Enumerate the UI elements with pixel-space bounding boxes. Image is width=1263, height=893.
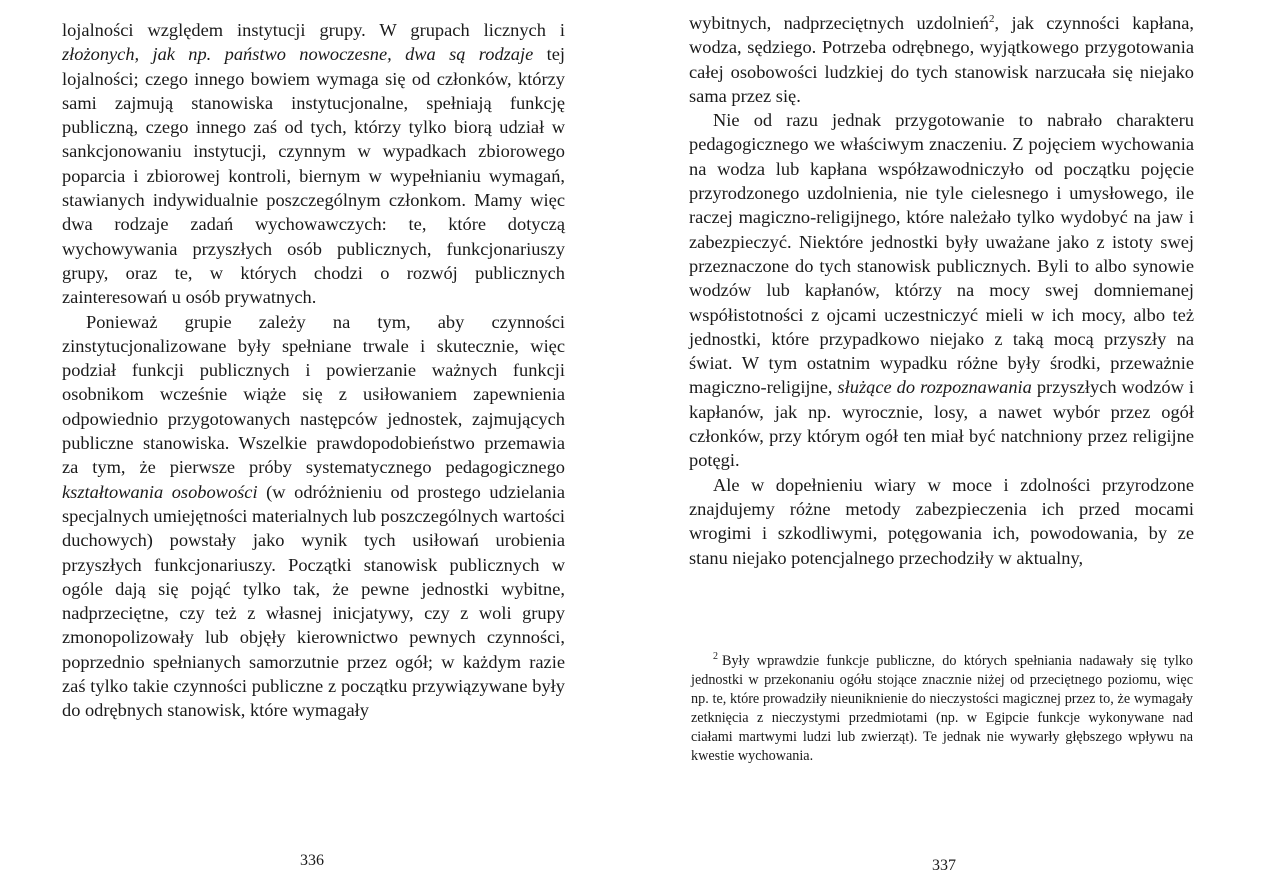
- right-page: [632, 0, 1263, 893]
- left-paragraph-2-start: Ponieważ grupie zależy na tym, aby czynności zinstytucjonalizowane były spełniane trwale i skutecznie, więc podział funkcji publicznych i powierzanie ważnych funkcji osobnikom wcześnie wiąże się z usiłowaniem zapewnienia odpowiednio przygotowanych następców jednostek, zajmujących publiczne stanowiska. Wszelkie prawdopodobieństwo przemawia za tym, że pierwsze próby systematycznego pedagogicznego: [62, 311, 565, 478]
- right-page-body: [689, 11, 1194, 570]
- right-page-number: 337: [932, 857, 956, 874]
- right-paragraph-2-emphasis: służące do rozpoznawania: [837, 377, 1032, 398]
- footnote-text: Były wprawdzie funkcje publiczne, do których spełniania nadawały się tylko jednostki w przekonaniu ogółu stojące znacznie niżej od przeciętnego poziomu, więc np. te, które prowadziły nieuniknienie do nieczystości magicznej przez to, że wymagały zetknięcia z nieczystymi przedmiotami (np. w Egipcie funkcje wykonywane nad ciałami martwymi ludzi lub zwierząt). Te jednak nie wywarły głębszego wpływu na kwestie wychowania.: [691, 653, 1193, 764]
- left-page-number: 336: [300, 852, 324, 869]
- right-paragraph-1-rest: , jak czynności kapłana, wodza, sędziego. Potrzeba odrębnego, wyjątkowego przygotowania całej osobowości ludzkiej do tych stanowisk narzucała się niejako sama przez się.: [689, 13, 1194, 106]
- footnote-number: 2: [713, 651, 718, 663]
- right-paragraph-1-start: wybitnych, nadprzeciętnych uzdolnień: [689, 13, 989, 33]
- left-page: [0, 0, 631, 893]
- footnote-reference: 2: [989, 12, 995, 25]
- footnote-paragraph: [691, 652, 1193, 766]
- right-paragraph-2-start: Nie od razu jednak przygotowanie to nabrało charakteru pedagogicznego we właściwym znaczeniu. Z pojęciem wychowania na wodza lub kapłana współzawodniczyło od początku pojęcie przyrodzonego uzdolnienia, nie tyle cielesnego i umysłowego, ile raczej magiczno-religijnego, które należało tylko wydobyć na jaw i zabezpieczyć. Niektóre jednostki były uważane jako z istoty swej przeznaczone do tych stanowisk publicznych. Byli to albo synowie wodzów lub kapłanów, którzy na mocy swej domniemanej współistotności z ojcami uczestniczyć mieli w ich mocy, albo też jednostki, które przypadkowo niejako z taką mocą przyszły na świat. W tym ostatnim wypadku różne były środki, przeważnie magiczno-religijne,: [689, 110, 1194, 398]
- left-paragraph-1: [62, 18, 565, 310]
- left-paragraph-1-rest: tej lojalności; czego innego bowiem wymaga się od członków, którzy sami zajmują stanowiska instytucjonalne, spełniają funkcję publiczną, czego innego zaś od tych, którzy tylko biorą udział w sankcjonowaniu instytucji, czynnym w wypadkach zbiorowego poparcia i zbiorowej kontroli, biernym w wypełnianiu wymagań, stawianych indywidualnie poszczególnym członkom. Mamy więc dwa rodzaje zadań wychowawczych: te, które dotyczą wychowywania przyszłych osób publicznych, funkcjonariuszy grupy, oraz te, w których chodzi o rozwój publicznych zainteresowań u osób prywatnych.: [62, 44, 565, 308]
- left-paragraph-2-emphasis: kształtowania osobowości: [62, 481, 258, 502]
- left-paragraph-2-end: (w odróżnieniu od prostego udzielania specjalnych umiejętności materialnych lub poszczególnych wartości duchowych) powstały jako wynik tych usiłowań urobienia przyszłych funkcjonariuszy. Początki stanowisk publicznych w ogóle dają się pojąć tylko tak, że pewne jednostki wybitne, nadprzeciętne, czy też z własnej inicjatywy, czy z woli grupy zmonopolizowały lub objęły kierownictwo pewnych czynności, poprzednio spełnianych samorzutnie przez ogół; w każdym razie zaś tylko takie czynności publiczne z początku przywiązywane były do odrębnych stanowisk, które wymagały: [62, 481, 566, 721]
- left-paragraph-1-text: lojalności względem instytucji grupy. W grupach licznych i: [62, 20, 565, 40]
- left-paragraph-2: [62, 310, 565, 723]
- footnote: [691, 652, 1193, 766]
- right-paragraph-2-end: przyszłych wodzów i kapłanów, jak np. wyrocznie, losy, a nawet wybór przez ogół członków, przy którym ogół ten miał być natchniony przez religijne potęgi.: [689, 377, 1194, 471]
- right-paragraph-3: Ale w dopełnieniu wiary w moce i zdolności przyrodzone znajdujemy różne metody zabezpieczenia ich przed mocami wrogimi i szkodliwymi, potęgowania ich, powodowania, by ze stanu niejako potencjalnego przechodziły w aktualny,: [689, 474, 1194, 568]
- left-paragraph-1-emphasis: złożonych, jak np. państwo nowoczesne, dwa są rodzaje: [62, 44, 534, 65]
- right-paragraph-1: [689, 11, 1194, 108]
- right-paragraph-2: [689, 108, 1194, 472]
- left-page-body: [62, 18, 565, 723]
